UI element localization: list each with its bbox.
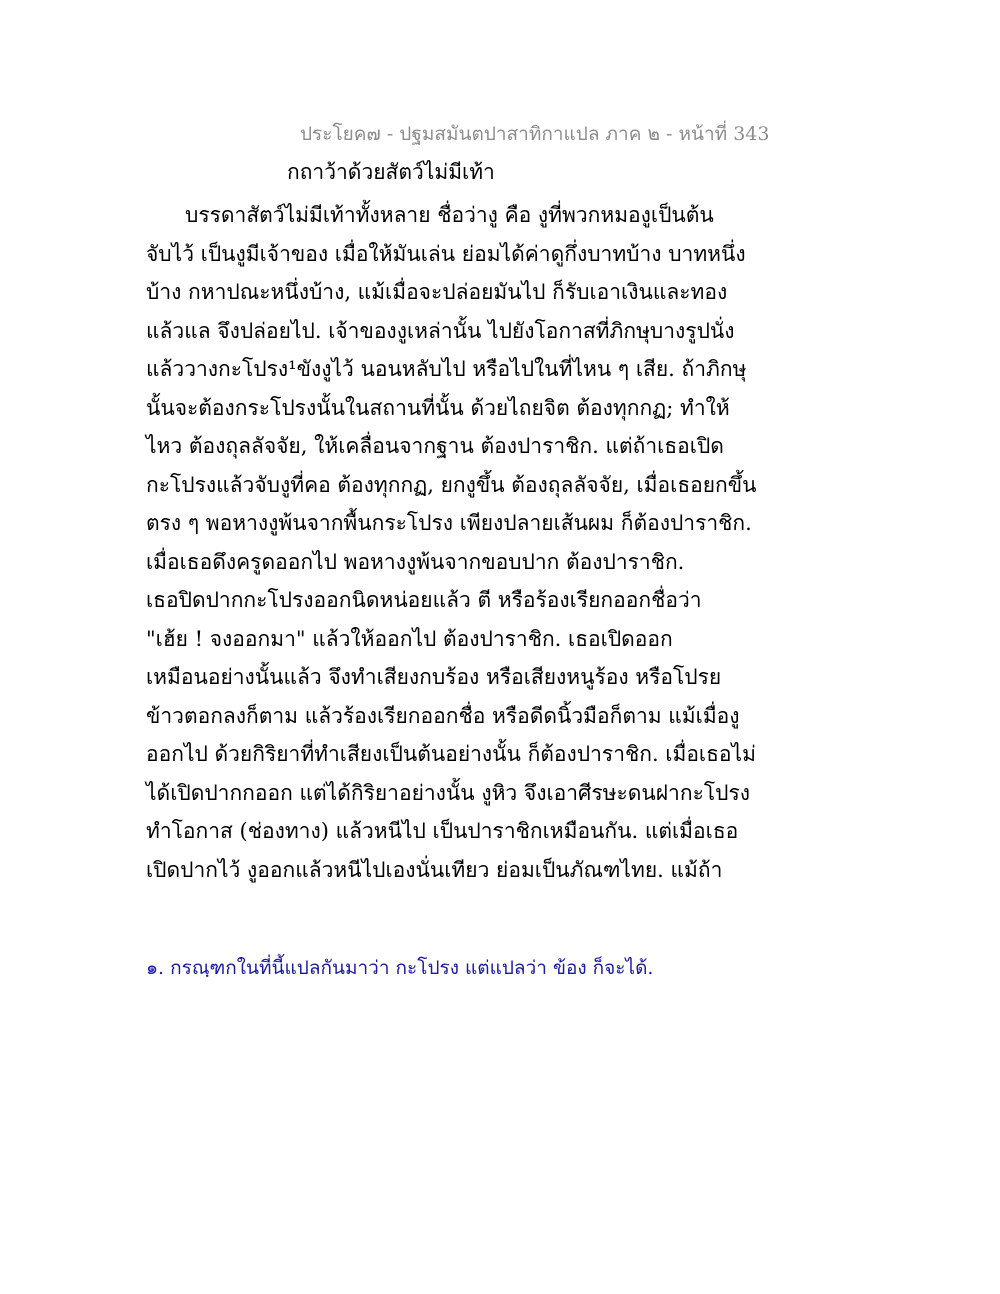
body-line: บรรดาสัตว์ไม่มีเท้าทั้งหลาย ชื่อว่างู คือ งูที่พวกหมองูเป็นต้น	[185, 203, 714, 227]
page-header-running-title: ประโยค๗ - ปฐมสมันตปาสาทิกาแปล ภาค ๒ - หน้าที่ 343	[300, 123, 770, 145]
body-text	[146, 196, 766, 889]
body-line: ตรง ๆ พอหางงูพ้นจากพื้นกระโปรง เพียงปลายเส้นผม ก็ต้องปาราชิก.	[146, 511, 752, 535]
body-line: กะโปรงแล้วจับงูที่คอ ต้องทุกกฏ, ยกงูขึ้น ต้องถุลลัจจัย, เมื่อเธอยกขึ้น	[146, 472, 757, 497]
body-line: เหมือนอย่างนั้นแล้ว จึงทำเสียงกบร้อง หรือเสียงหนูร้อง หรือโปรย	[146, 665, 722, 689]
section-heading: กถาว้าด้วยสัตว์ไม่มีเท้า	[287, 160, 495, 184]
body-line: เมื่อเธอดึงครูดออกไป พอหางงูพ้นจากขอบปาก ต้องปาราชิก.	[146, 549, 685, 574]
body-line: "เฮ้ย ! จงออกมา" แล้วให้ออกไป ต้องปาราชิก. เธอเปิดออก	[146, 626, 673, 651]
body-line: เปิดปากไว้ งูออกแล้วหนีไปเองนั่นเทียว ย่อมเป็นภัณฑไทย. แม้ถ้า	[146, 857, 723, 882]
body-line: แล้วแล จึงปล่อยไป. เจ้าของงูเหล่านั้น ไปยังโอกาสที่ภิกษุบางรูปนั่ง	[146, 318, 735, 343]
body-line: นั้นจะต้องกระโปรงนั้นในสถานที่นั้น ด้วยไถยจิต ต้องทุกกฏ; ทำให้	[146, 395, 730, 420]
body-line: แล้ววางกะโปรง¹ขังงูไว้ นอนหลับไป หรือไปในที่ไหน ๆ เสีย. ถ้าภิกษุ	[146, 357, 747, 381]
footnote: ๑. กรณฺฑกในที่นี้แปลกันมาว่า กะโปรง แต่แปลว่า ข้อง ก็จะได้.	[146, 957, 654, 979]
body-line: ได้เปิดปากกออก แต่ได้กิริยาอย่างนั้น งูหิว จึงเอาศีรษะดนฝากะโปรง	[146, 780, 750, 805]
body-line: ไหว ต้องถุลลัจจัย, ให้เคลื่อนจากฐาน ต้องปาราชิก. แต่ถ้าเธอเปิด	[146, 434, 724, 458]
body-line: บ้าง กหาปณะหนึ่งบ้าง, แม้เมื่อจะปล่อยมันไป ก็รับเอาเงินและทอง	[146, 280, 728, 304]
body-line: จับไว้ เป็นงูมีเจ้าของ เมื่อให้มันเล่น ย่อมได้ค่าดูกึ่งบาทบ้าง บาทหนึ่ง	[146, 241, 746, 266]
body-line: ข้าวตอกลงก็ตาม แล้วร้องเรียกออกชื่อ หรือดีดนิ้วมือก็ตาม แม้เมื่องู	[146, 703, 740, 728]
body-line: ออกไป ด้วยกิริยาที่ทำเสียงเป็นต้นอย่างนั้น ก็ต้องปาราชิก. เมื่อเธอไม่	[146, 742, 756, 766]
body-line: เธอปิดปากกะโปรงออกนิดหน่อยแล้ว ตี หรือร้องเรียกออกชื่อว่า	[146, 588, 702, 612]
body-line: ทำโอกาส (ช่องทาง) แล้วหนีไป เป็นปาราชิกเหมือนกัน. แต่เมื่อเธอ	[146, 819, 739, 843]
